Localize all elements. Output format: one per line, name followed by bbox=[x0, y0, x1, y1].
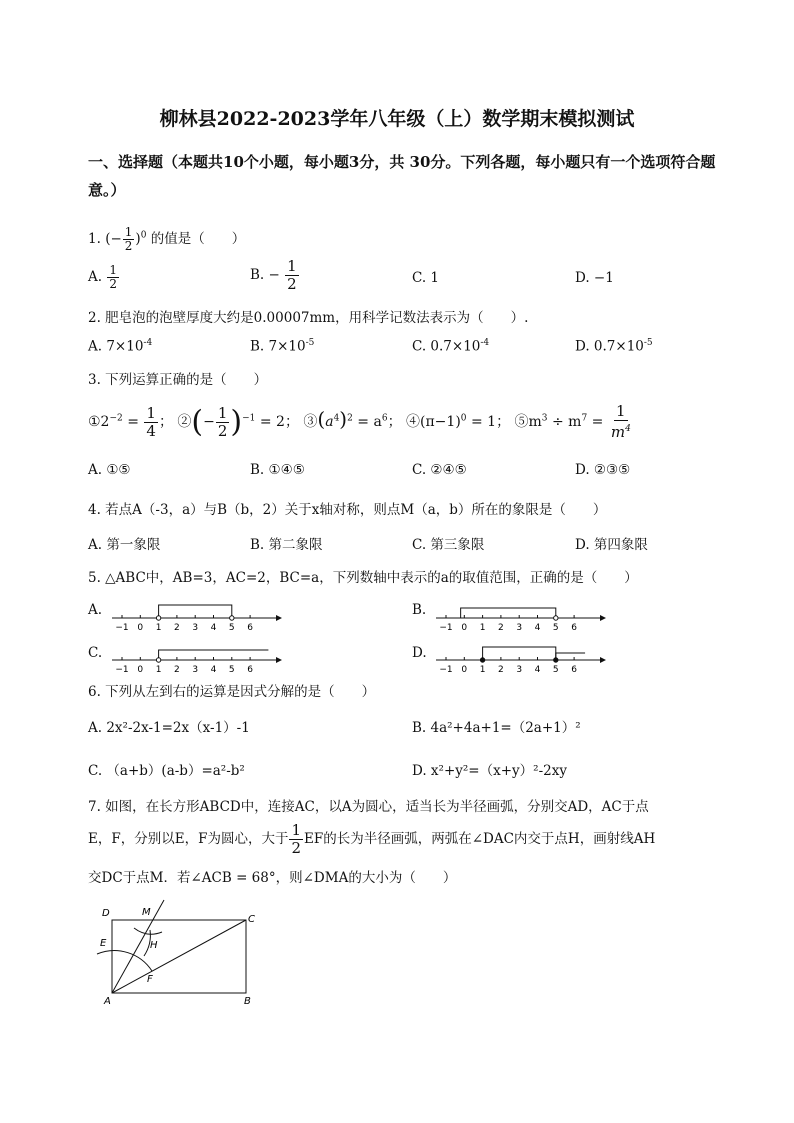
q3-e4-tail: = 1 bbox=[470, 414, 497, 430]
q6-option-c: C. （a+b）(a-b）=a²-b² bbox=[88, 763, 245, 779]
tick-label: 4 bbox=[210, 665, 217, 674]
q3-expressions: $①2^{-2}$ = $\frac{1}{4}$ ； ②(− $\frac{1}{2}$ )$^{-1}$ = 2； $③(a^4)^2 = a^6$； $④(\pi-1)^0 = 1$； $⑤m^3 \div m^7$ = $\frac{1}{m^4}$ bbox=[88, 402, 631, 441]
q4-option-b: B. 第二象限 bbox=[250, 537, 323, 553]
q5-number-line-a bbox=[108, 592, 284, 632]
q1-b-den: 2 bbox=[287, 275, 297, 293]
axis-arrow bbox=[276, 657, 282, 663]
question-1 bbox=[88, 226, 245, 253]
q3-e5-den-exp: 4 bbox=[625, 424, 631, 434]
q3-e1-den: 4 bbox=[146, 421, 156, 440]
question-7-line-3: 交DC于点M．若∠ACB = 68°，则∠DMA的大小为（ ） bbox=[88, 870, 457, 886]
open-endpoint bbox=[156, 616, 160, 620]
q1-close: ) bbox=[135, 231, 141, 247]
q5-option-c-label: C. bbox=[88, 645, 103, 661]
question-2: 2. 肥皂泡的泡壁厚度大约是0.00007mm，用科学记数法表示为（ ）. bbox=[88, 310, 529, 326]
q1-a-num: 1 bbox=[109, 263, 117, 277]
q4-option-d: D. 第四象限 bbox=[575, 537, 648, 553]
q3-e2-num: 1 bbox=[217, 403, 228, 422]
open-endpoint bbox=[554, 616, 558, 620]
q1-a-label: A. bbox=[88, 269, 103, 285]
q3-e5-num: 1 bbox=[616, 402, 626, 420]
label-e: E bbox=[100, 938, 107, 949]
q2-option-c bbox=[412, 338, 489, 355]
q2-b-text: B. 7×10 bbox=[250, 338, 306, 355]
tick-label: 6 bbox=[571, 665, 577, 674]
q7-line2-pre: E，F，分别以E，F为圆心，大于 bbox=[88, 831, 289, 847]
q3-e1-num: 1 bbox=[146, 403, 156, 422]
axis-arrow bbox=[600, 657, 606, 663]
q3-e5-eq: = bbox=[591, 414, 604, 430]
tick-label: 4 bbox=[210, 623, 217, 632]
axis-arrow bbox=[600, 615, 606, 621]
axis-arrow bbox=[276, 615, 282, 621]
q7-frac-den: 2 bbox=[291, 839, 301, 857]
q3-e3-inner-exp: 4 bbox=[333, 413, 340, 424]
q1-tail: 的值是（ ） bbox=[150, 231, 246, 247]
q3-e2-exp: −1 bbox=[242, 413, 256, 424]
q3-e2-paren: ( bbox=[191, 404, 204, 440]
tick-label: 1 bbox=[479, 623, 486, 632]
q3-option-a: A. ①⑤ bbox=[88, 462, 131, 478]
tick-label: 6 bbox=[247, 623, 253, 632]
q2-d-exp: -5 bbox=[643, 338, 653, 348]
q1-b-num: 1 bbox=[287, 257, 297, 275]
q3-e2-tail: = 2 bbox=[259, 414, 285, 430]
tick-label: 3 bbox=[192, 665, 199, 674]
q5-option-d-label: D. bbox=[412, 645, 427, 661]
label-c: C bbox=[248, 914, 255, 925]
q1-a-den: 2 bbox=[109, 277, 117, 291]
tick-label: −1 bbox=[115, 623, 129, 632]
tick-label: 1 bbox=[479, 665, 486, 674]
q1-a-fraction bbox=[107, 264, 119, 291]
q6-option-d: D. x²+y²=（x+y）²-2xy bbox=[412, 763, 567, 779]
q3-e3-base: a bbox=[325, 414, 334, 430]
q5-number-line-d bbox=[432, 634, 608, 674]
tick-label: 5 bbox=[552, 623, 559, 632]
section-heading: 一、选择题（本题共10个小题，每小题3分，共 30分。下列各题，每小题只有一个选项符合题意。） bbox=[88, 153, 716, 199]
label-m: M bbox=[142, 907, 151, 918]
q3-sep-2: ； bbox=[284, 414, 299, 430]
question-7-line-2 bbox=[88, 822, 655, 857]
q1-option-a bbox=[88, 264, 120, 291]
q1-exponent: 0 bbox=[140, 230, 147, 241]
q1-b-label: B. − bbox=[250, 267, 280, 283]
label-f: F bbox=[147, 974, 153, 985]
tick-label: 3 bbox=[516, 665, 523, 674]
question-4: 4. 若点A（-3，a）与B（b，2）关于x轴对称，则点M（a，b）所在的象限是（ ） bbox=[88, 502, 607, 518]
q5-number-line-b bbox=[432, 592, 608, 632]
open-endpoint bbox=[156, 658, 160, 662]
tick-label: 4 bbox=[534, 623, 541, 632]
open-endpoint bbox=[230, 616, 234, 620]
q2-a-text: A. 7×10 bbox=[88, 338, 144, 355]
q5-number-line-c bbox=[108, 634, 284, 674]
q2-c-text: C. 0.7×10 bbox=[412, 338, 481, 355]
label-b: B bbox=[244, 996, 251, 1007]
tick-label: 2 bbox=[174, 665, 180, 674]
q7-fraction bbox=[289, 822, 303, 857]
label-a: A bbox=[104, 996, 111, 1007]
q2-c-exp: -4 bbox=[480, 338, 490, 348]
q3-e5-mid: ÷ m bbox=[551, 414, 582, 430]
tick-label: 0 bbox=[461, 623, 468, 632]
q2-option-a bbox=[88, 338, 152, 355]
q3-e2-fraction bbox=[216, 405, 230, 440]
page-title: 柳林县2022-2023学年八年级（上）数学期末模拟测试 bbox=[159, 108, 635, 130]
tick-label: −1 bbox=[115, 665, 129, 674]
q3-e1-eq: = bbox=[127, 414, 139, 430]
q3-option-d: D. ②③⑤ bbox=[575, 462, 631, 478]
tick-label: 3 bbox=[516, 623, 523, 632]
q1-option-c: C. 1 bbox=[412, 270, 440, 286]
arc-ef bbox=[97, 951, 152, 971]
q3-sep-4: ； bbox=[496, 414, 511, 430]
q3-e4-body: (π−1) bbox=[420, 414, 461, 430]
q3-e3-tail: = a bbox=[357, 414, 382, 430]
q3-e5-exp1: 3 bbox=[541, 413, 548, 424]
q3-sep-1: ； bbox=[158, 414, 173, 430]
q4-option-c: C. 第三象限 bbox=[412, 537, 485, 553]
question-3: 3. 下列运算正确的是（ ） bbox=[88, 372, 268, 388]
q7-rectangle-figure bbox=[92, 896, 262, 1008]
q2-option-d bbox=[575, 338, 653, 355]
q7-line2-post: EF的长为半径画弧，两弧在∠DAC内交于点H，画射线AH bbox=[304, 831, 656, 847]
q3-e1-exp: −2 bbox=[109, 413, 123, 424]
q3-e2-den: 2 bbox=[217, 421, 228, 440]
q3-e5-exp2: 7 bbox=[581, 413, 588, 424]
tick-label: 5 bbox=[228, 623, 235, 632]
q3-e5-fraction bbox=[609, 403, 633, 441]
tick-label: 3 bbox=[192, 623, 199, 632]
tick-label: 1 bbox=[155, 623, 162, 632]
q3-e3-label: ③ bbox=[303, 414, 318, 430]
tick-label: 6 bbox=[571, 623, 577, 632]
question-6: 6. 下列从左到右的运算是因式分解的是（ ） bbox=[88, 684, 376, 700]
tick-label: 2 bbox=[498, 665, 504, 674]
label-d: D bbox=[102, 908, 110, 919]
q3-option-c: C. ②④⑤ bbox=[412, 462, 467, 478]
q2-b-exp: -5 bbox=[305, 338, 315, 348]
tick-label: 5 bbox=[228, 665, 235, 674]
tick-label: 1 bbox=[155, 665, 162, 674]
q1-option-d: D. −1 bbox=[575, 270, 614, 286]
q6-option-b: B. 4a²+4a+1=（2a+1）² bbox=[412, 720, 581, 736]
q3-e3-result-exp: 6 bbox=[381, 413, 388, 424]
range-bracket bbox=[556, 653, 585, 660]
q1-number: 1. bbox=[88, 231, 101, 247]
q4-option-a: A. 第一象限 bbox=[88, 537, 161, 553]
q3-e2-label: ② bbox=[177, 414, 192, 430]
q3-e4-label: ④ bbox=[406, 414, 421, 430]
q3-e5-base: ⑤m bbox=[514, 414, 542, 430]
q2-option-b bbox=[250, 338, 314, 355]
question-5: 5. △ABC中，AB=3，AC=2，BC=a，下列数轴中表示的a的取值范围，正确的是（ ） bbox=[88, 570, 638, 586]
q3-e1-fraction bbox=[144, 405, 158, 440]
tick-label: 2 bbox=[174, 623, 180, 632]
q3-e1-base: ①2 bbox=[88, 414, 110, 430]
q7-frac-num: 1 bbox=[291, 821, 301, 839]
q1-frac-den: 2 bbox=[124, 239, 133, 253]
q3-e3-outer-exp: 2 bbox=[347, 413, 353, 424]
tick-label: 4 bbox=[534, 665, 541, 674]
q3-e2-paren-close: ) bbox=[230, 404, 243, 440]
q1-fraction bbox=[123, 226, 135, 253]
label-h: H bbox=[150, 940, 158, 951]
tick-label: 0 bbox=[137, 623, 144, 632]
tick-label: 5 bbox=[552, 665, 559, 674]
q3-e5-den-base: m bbox=[610, 423, 626, 441]
tick-label: −1 bbox=[439, 623, 453, 632]
q2-d-text: D. 0.7×10 bbox=[575, 338, 644, 355]
q3-sep-3: ； bbox=[387, 414, 402, 430]
q3-option-b: B. ①④⑤ bbox=[250, 462, 305, 478]
q6-option-a: A. 2x²-2x-1=2x（x-1）-1 bbox=[88, 720, 250, 736]
q1-frac-num: 1 bbox=[124, 225, 133, 239]
q3-e4-exp: 0 bbox=[460, 413, 467, 424]
q3-e5-den bbox=[609, 421, 633, 441]
tick-label: 0 bbox=[461, 665, 468, 674]
q2-a-exp: -4 bbox=[143, 338, 153, 348]
q5-option-a-label: A. bbox=[88, 602, 103, 618]
closed-endpoint bbox=[480, 658, 484, 662]
tick-label: 0 bbox=[137, 665, 144, 674]
tick-label: −1 bbox=[439, 665, 453, 674]
tick-label: 6 bbox=[247, 665, 253, 674]
tick-label: 2 bbox=[498, 623, 504, 632]
q5-option-b-label: B. bbox=[412, 602, 427, 618]
q1-option-b bbox=[250, 258, 300, 293]
range-bracket bbox=[461, 608, 556, 618]
q1-b-fraction bbox=[285, 258, 299, 293]
question-7-line-1: 7. 如图，在长方形ABCD中，连接AC，以A为圆心，适当长为半径画弧，分别交AD，AC于点 bbox=[88, 799, 649, 815]
q1-open: (− bbox=[105, 231, 122, 247]
